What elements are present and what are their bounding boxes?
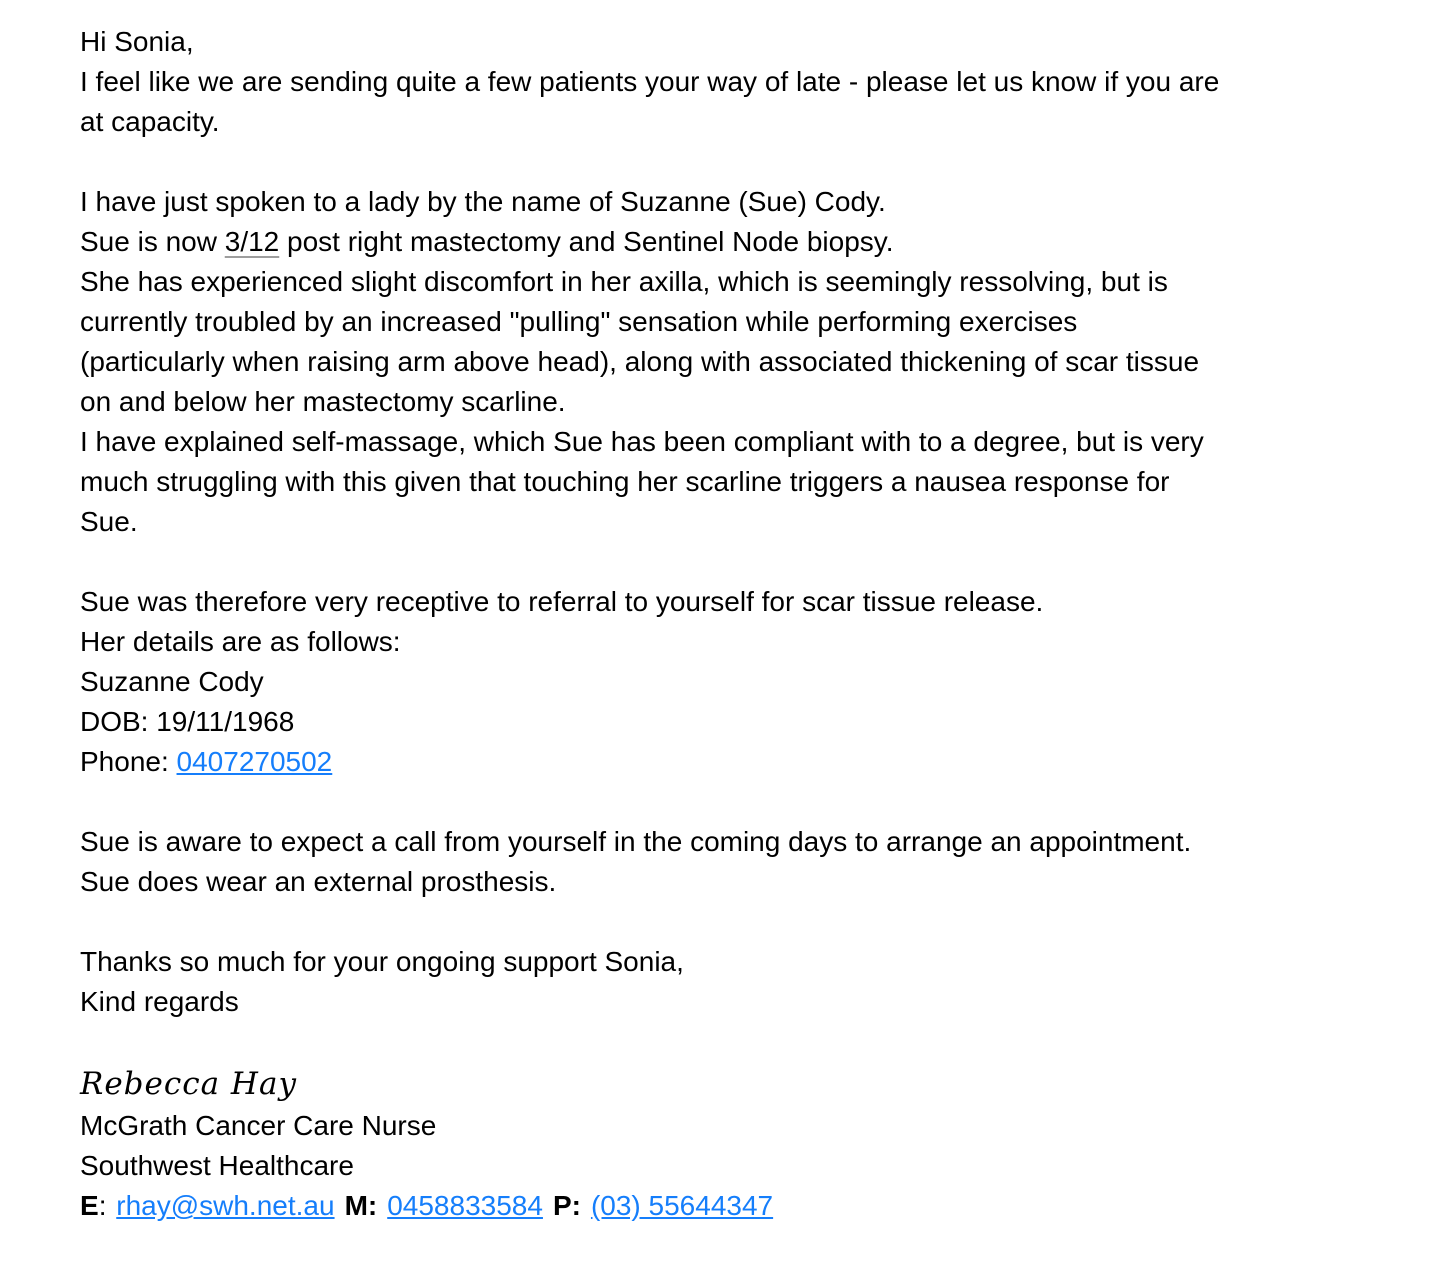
signature-email-link[interactable]: rhay@swh.net.au [116,1190,335,1221]
signature-contact-line [80,1186,1387,1226]
paragraph-gap [80,142,1387,182]
experienced-line-3: (particularly when raising arm above head), along with associated thickening of scar tissue [80,346,1200,377]
dob-line: DOB: 19/11/1968 [80,706,295,737]
paragraph-gap [80,1022,1387,1062]
sue-now-line [80,222,1387,262]
email-label: E [80,1190,99,1221]
paragraph-gap [80,542,1387,582]
massage-line-1: I have explained self-massage, which Sue has been compliant with to a degree, but is very [80,426,1204,457]
mobile-label: M: [344,1190,378,1221]
patient-name-line: Suzanne Cody [80,666,264,697]
details-intro-line: Her details are as follows: [80,626,401,657]
signature-organisation: Southwest Healthcare [80,1150,354,1181]
signature-role: McGrath Cancer Care Nurse [80,1110,437,1141]
phone-label: Phone: [80,746,177,777]
phone-line [80,742,1387,782]
receptive-line: Sue was therefore very receptive to referral to yourself for scar tissue release. [80,586,1044,617]
signature-name: Rebecca Hay [80,1066,297,1102]
kind-regards-line: Kind regards [80,986,239,1017]
patient-phone-link[interactable]: 0407270502 [176,746,333,777]
sue-now-fraction: 3/12 [224,226,280,257]
email-colon: : [98,1190,115,1221]
signature-phone-link[interactable]: (03) 55644347 [590,1190,774,1221]
prosthesis-line: Sue does wear an external prosthesis. [80,866,557,897]
capacity-line-1: I feel like we are sending quite a few patients your way of late - please let us know if you are [80,66,1220,97]
paragraph-gap [80,902,1387,942]
phone-label-sig: P: [552,1190,581,1221]
capacity-line-2: at capacity. [80,106,220,137]
experienced-line-4: on and below her mastectomy scarline. [80,386,566,417]
sue-now-pre: Sue is now [80,226,225,257]
massage-line-3: Sue. [80,506,138,537]
paragraph-gap [80,782,1387,822]
thanks-line: Thanks so much for your ongoing support Sonia, [80,946,684,977]
greeting-line: Hi Sonia, [80,26,194,57]
spoken-line: I have just spoken to a lady by the name of Suzanne (Sue) Cody. [80,186,886,217]
aware-line: Sue is aware to expect a call from yourself in the coming days to arrange an appointment. [80,826,1192,857]
signature-mobile-link[interactable]: 0458833584 [387,1190,543,1221]
experienced-line-1: She has experienced slight discomfort in her axilla, which is seemingly ressolving, but is [80,266,1168,297]
experienced-line-2: currently troubled by an increased "pulling" sensation while performing exercises [80,306,1078,337]
massage-line-2: much struggling with this given that touching her scarline triggers a nausea response for [80,466,1170,497]
sue-now-post: post right mastectomy and Sentinel Node biopsy. [279,226,894,257]
